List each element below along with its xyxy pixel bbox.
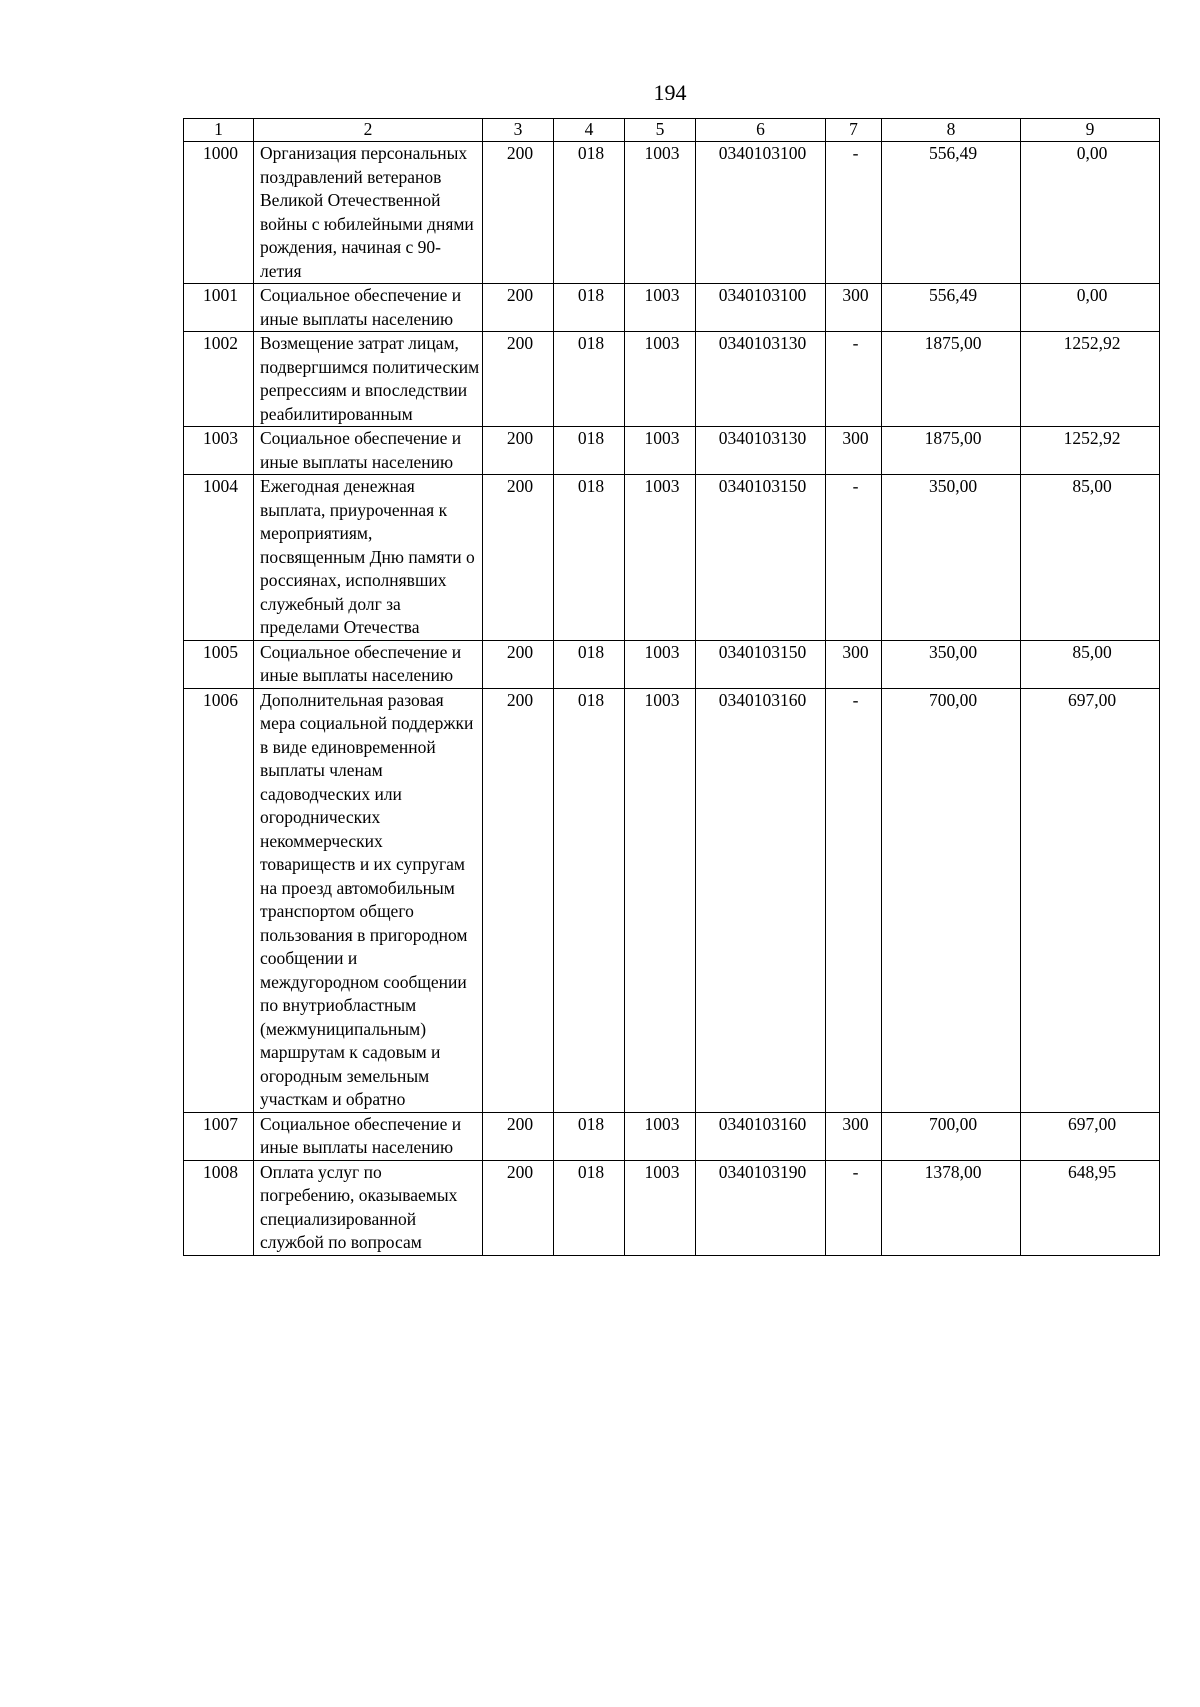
code-col-5: 1003 bbox=[625, 332, 696, 427]
code-col-4: 018 bbox=[554, 284, 625, 332]
row-description: Социальное обеспечение и иные выплаты населению bbox=[254, 640, 483, 688]
row-description: Оплата услуг по погребению, оказываемых специализированной службой по вопросам bbox=[254, 1160, 483, 1255]
code-col-3: 200 bbox=[483, 142, 554, 284]
code-col-7: - bbox=[826, 1160, 882, 1255]
row-number: 1006 bbox=[184, 688, 254, 1112]
code-col-6: 0340103100 bbox=[696, 284, 826, 332]
code-col-3: 200 bbox=[483, 332, 554, 427]
code-col-5: 1003 bbox=[625, 427, 696, 475]
code-col-5: 1003 bbox=[625, 688, 696, 1112]
row-number: 1002 bbox=[184, 332, 254, 427]
table-row bbox=[184, 1112, 1160, 1160]
code-col-4: 018 bbox=[554, 640, 625, 688]
code-col-6: 0340103160 bbox=[696, 688, 826, 1112]
code-col-6: 0340103190 bbox=[696, 1160, 826, 1255]
code-col-4: 018 bbox=[554, 332, 625, 427]
table-row bbox=[184, 1160, 1160, 1255]
code-col-6: 0340103160 bbox=[696, 1112, 826, 1160]
amount-col-9: 0,00 bbox=[1021, 142, 1160, 284]
row-number: 1008 bbox=[184, 1160, 254, 1255]
amount-col-8: 700,00 bbox=[882, 688, 1021, 1112]
code-col-5: 1003 bbox=[625, 1112, 696, 1160]
row-description: Ежегодная денежная выплата, приуроченная к мероприятиям, посвященным Дню памяти о россиянах, исполнявших служебный долг за пределами Отечества bbox=[254, 475, 483, 641]
amount-col-8: 556,49 bbox=[882, 142, 1021, 284]
page-number: 194 bbox=[653, 80, 687, 105]
code-col-7: 300 bbox=[826, 427, 882, 475]
code-col-6: 0340103150 bbox=[696, 475, 826, 641]
code-col-3: 200 bbox=[483, 427, 554, 475]
amount-col-9: 85,00 bbox=[1021, 640, 1160, 688]
table-row bbox=[184, 640, 1160, 688]
table-row bbox=[184, 427, 1160, 475]
code-col-7: 300 bbox=[826, 640, 882, 688]
code-col-3: 200 bbox=[483, 1112, 554, 1160]
column-header-1: 1 bbox=[184, 119, 254, 142]
column-header-5: 5 bbox=[625, 119, 696, 142]
code-col-4: 018 bbox=[554, 1112, 625, 1160]
code-col-3: 200 bbox=[483, 475, 554, 641]
column-header-4: 4 bbox=[554, 119, 625, 142]
code-col-5: 1003 bbox=[625, 142, 696, 284]
amount-col-8: 1875,00 bbox=[882, 427, 1021, 475]
code-col-6: 0340103130 bbox=[696, 332, 826, 427]
column-header-7: 7 bbox=[826, 119, 882, 142]
code-col-6: 0340103150 bbox=[696, 640, 826, 688]
code-col-7: 300 bbox=[826, 284, 882, 332]
row-description: Возмещение затрат лицам, подвергшимся политическим репрессиям и впоследствии реабилитированным bbox=[254, 332, 483, 427]
code-col-7: - bbox=[826, 688, 882, 1112]
column-header-2: 2 bbox=[254, 119, 483, 142]
row-number: 1000 bbox=[184, 142, 254, 284]
amount-col-9: 648,95 bbox=[1021, 1160, 1160, 1255]
amount-col-9: 0,00 bbox=[1021, 284, 1160, 332]
code-col-3: 200 bbox=[483, 640, 554, 688]
row-number: 1005 bbox=[184, 640, 254, 688]
amount-col-8: 350,00 bbox=[882, 640, 1021, 688]
code-col-7: - bbox=[826, 332, 882, 427]
column-header-8: 8 bbox=[882, 119, 1021, 142]
row-description: Организация персональных поздравлений ветеранов Великой Отечественной войны с юбилейными днями рождения, начиная с 90-летия bbox=[254, 142, 483, 284]
code-col-4: 018 bbox=[554, 688, 625, 1112]
amount-col-8: 556,49 bbox=[882, 284, 1021, 332]
code-col-3: 200 bbox=[483, 1160, 554, 1255]
amount-col-9: 697,00 bbox=[1021, 688, 1160, 1112]
row-description: Дополнительная разовая мера социальной поддержки в виде единовременной выплаты членам садоводческих или огороднических некоммерческих товариществ и их супругам на проезд автомобильным транспортом общего пользования в пригородном сообщении и междугородном сообщении по внутриобластным (межмуниципальным) маршрутам к садовым и огородным земельным участкам и обратно bbox=[254, 688, 483, 1112]
code-col-5: 1003 bbox=[625, 475, 696, 641]
amount-col-8: 1875,00 bbox=[882, 332, 1021, 427]
table-body bbox=[184, 142, 1160, 1256]
budget-table bbox=[183, 118, 1160, 1256]
row-description: Социальное обеспечение и иные выплаты населению bbox=[254, 427, 483, 475]
code-col-4: 018 bbox=[554, 427, 625, 475]
table-row bbox=[184, 142, 1160, 284]
amount-col-9: 85,00 bbox=[1021, 475, 1160, 641]
row-number: 1004 bbox=[184, 475, 254, 641]
row-number: 1003 bbox=[184, 427, 254, 475]
column-header-3: 3 bbox=[483, 119, 554, 142]
table-row bbox=[184, 284, 1160, 332]
column-header-9: 9 bbox=[1021, 119, 1160, 142]
amount-col-8: 350,00 bbox=[882, 475, 1021, 641]
amount-col-9: 1252,92 bbox=[1021, 332, 1160, 427]
table-row bbox=[184, 688, 1160, 1112]
code-col-7: - bbox=[826, 142, 882, 284]
code-col-5: 1003 bbox=[625, 640, 696, 688]
row-number: 1007 bbox=[184, 1112, 254, 1160]
row-number: 1001 bbox=[184, 284, 254, 332]
code-col-4: 018 bbox=[554, 1160, 625, 1255]
code-col-6: 0340103130 bbox=[696, 427, 826, 475]
row-description: Социальное обеспечение и иные выплаты населению bbox=[254, 284, 483, 332]
code-col-4: 018 bbox=[554, 475, 625, 641]
code-col-3: 200 bbox=[483, 284, 554, 332]
amount-col-8: 1378,00 bbox=[882, 1160, 1021, 1255]
column-header-6: 6 bbox=[696, 119, 826, 142]
table-row bbox=[184, 332, 1160, 427]
amount-col-9: 697,00 bbox=[1021, 1112, 1160, 1160]
code-col-7: - bbox=[826, 475, 882, 641]
table-row bbox=[184, 475, 1160, 641]
amount-col-8: 700,00 bbox=[882, 1112, 1021, 1160]
code-col-5: 1003 bbox=[625, 284, 696, 332]
code-col-7: 300 bbox=[826, 1112, 882, 1160]
header-row bbox=[184, 119, 1160, 142]
code-col-6: 0340103100 bbox=[696, 142, 826, 284]
code-col-4: 018 bbox=[554, 142, 625, 284]
row-description: Социальное обеспечение и иные выплаты населению bbox=[254, 1112, 483, 1160]
code-col-5: 1003 bbox=[625, 1160, 696, 1255]
code-col-3: 200 bbox=[483, 688, 554, 1112]
amount-col-9: 1252,92 bbox=[1021, 427, 1160, 475]
